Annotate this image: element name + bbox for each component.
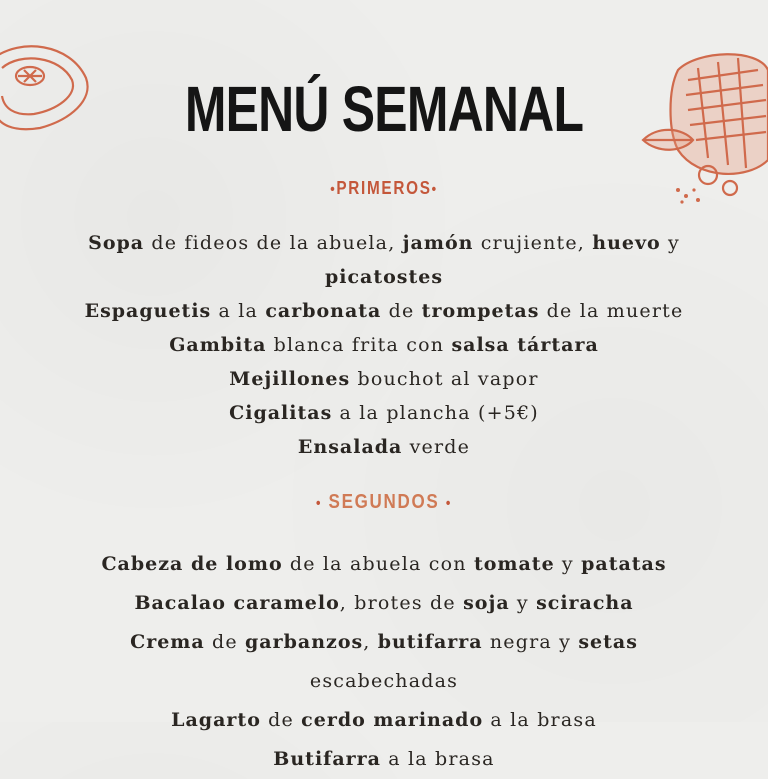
segundos-list [60,545,708,779]
menu-item: Butifarra a la brasa [273,748,495,770]
section-title: SEGUNDOS [328,491,440,513]
primeros-list [60,226,708,464]
page-title: MENÚ SEMANAL [184,73,584,145]
menu-item: Espaguetis a la carbonata de trompetas de la muerte [84,300,684,322]
section-heading-segundos [58,491,711,514]
bullet-icon: • [315,495,323,512]
menu-item: Bacalao caramelo, brotes de soja y sciracha [134,592,634,614]
menu-item: Sopa de fideos de la abuela, jamón crujiente, huevo y picatostes [88,232,680,288]
section-title: PRIMEROS [336,178,432,198]
menu-item: Mejillones bouchot al vapor [229,368,539,390]
bullet-icon: • [330,181,337,198]
menu-item: Gambita blanca frita con salsa tártara [169,334,599,356]
menu-item: Ensalada verde [297,436,471,458]
menu-item: Cigalitas a la plancha (+5€) [229,402,539,424]
bullet-icon: • [445,495,453,512]
menu-item: Lagarto de cerdo marinado a la brasa [171,709,597,731]
bullet-icon: • [431,181,438,198]
menu-item: Crema de garbanzos, butifarra negra y setas escabechadas [130,631,638,692]
menu-item: Cabeza de lomo de la abuela con tomate y patatas [101,553,667,575]
section-heading-primeros [58,178,711,199]
